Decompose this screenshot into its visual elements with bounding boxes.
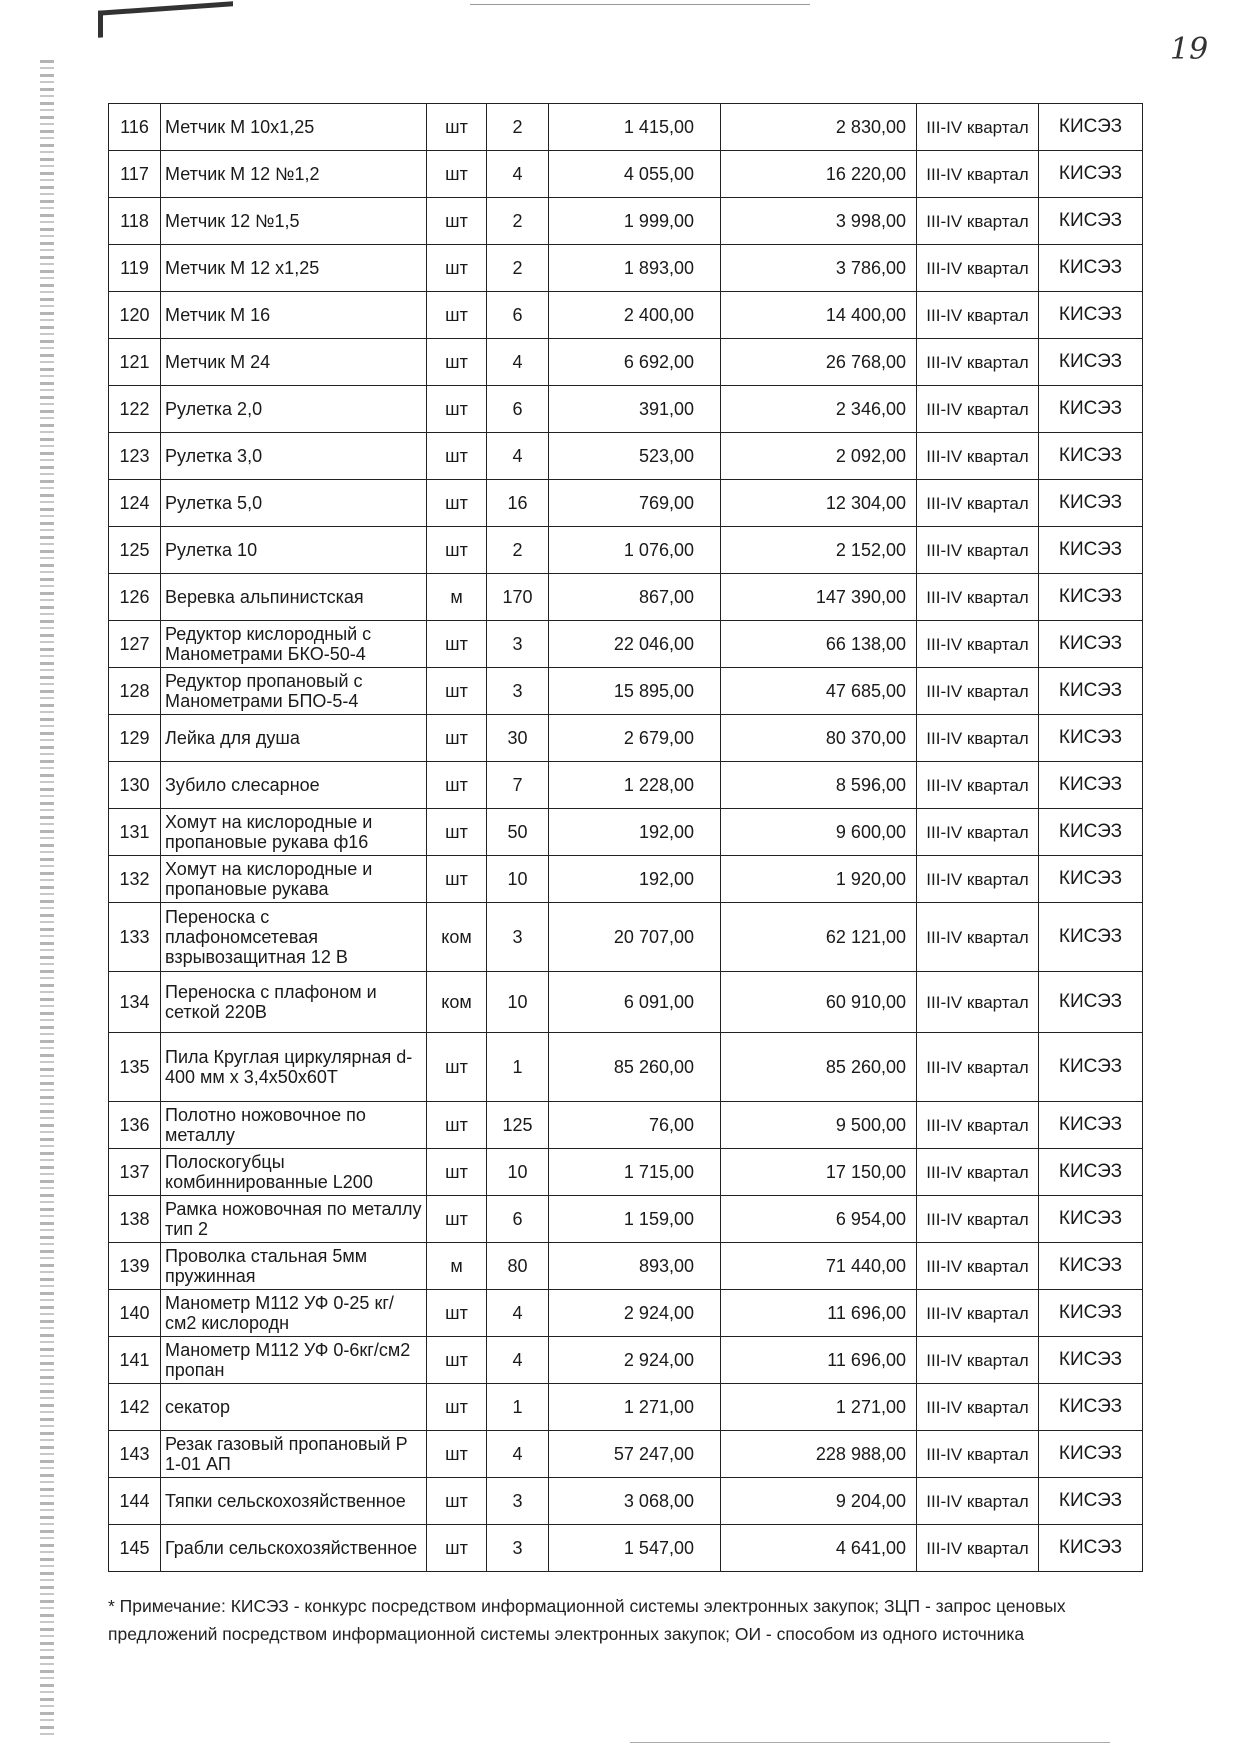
row-number-cell: 132 [109, 856, 161, 903]
table-row [109, 621, 1143, 668]
delivery-period-cell: III-IV квартал [917, 1337, 1039, 1384]
item-name-cell: Тяпки сельскохозяйственное [161, 1478, 427, 1525]
item-name-cell: Резак газовый пропановый Р 1-01 АП [161, 1431, 427, 1478]
unit-price-cell: 192,00 [549, 809, 721, 856]
quantity-cell: 80 [487, 1243, 549, 1290]
total-amount-cell: 80 370,00 [721, 715, 917, 762]
item-name-cell: Метчик М 12 №1,2 [161, 151, 427, 198]
row-number-cell: 140 [109, 1290, 161, 1337]
unit-price-cell: 1 715,00 [549, 1149, 721, 1196]
table-row [109, 1196, 1143, 1243]
item-name-cell: Переноска с плафономсетевая взрывозащитная 12 В [161, 903, 427, 972]
delivery-period-cell: III-IV квартал [917, 198, 1039, 245]
table-body [109, 104, 1143, 1572]
page-number: 19 [1170, 32, 1209, 67]
total-amount-cell: 47 685,00 [721, 668, 917, 715]
unit-cell: шт [427, 621, 487, 668]
table-row [109, 104, 1143, 151]
unit-cell: шт [427, 1290, 487, 1337]
table-row [109, 292, 1143, 339]
total-amount-cell: 6 954,00 [721, 1196, 917, 1243]
quantity-cell: 6 [487, 292, 549, 339]
total-amount-cell: 62 121,00 [721, 903, 917, 972]
quantity-cell: 2 [487, 198, 549, 245]
unit-price-cell: 1 893,00 [549, 245, 721, 292]
quantity-cell: 170 [487, 574, 549, 621]
quantity-cell: 50 [487, 809, 549, 856]
unit-price-cell: 1 228,00 [549, 762, 721, 809]
row-number-cell: 134 [109, 972, 161, 1033]
table-row [109, 903, 1143, 972]
unit-price-cell: 1 076,00 [549, 527, 721, 574]
procurement-method-cell: КИСЭЗ [1039, 386, 1143, 433]
delivery-period-cell: III-IV квартал [917, 1525, 1039, 1572]
unit-cell: шт [427, 292, 487, 339]
unit-price-cell: 1 547,00 [549, 1525, 721, 1572]
unit-cell: шт [427, 527, 487, 574]
item-name-cell: секатор [161, 1384, 427, 1431]
unit-cell: шт [427, 1102, 487, 1149]
unit-price-cell: 22 046,00 [549, 621, 721, 668]
unit-price-cell: 3 068,00 [549, 1478, 721, 1525]
row-number-cell: 143 [109, 1431, 161, 1478]
total-amount-cell: 1 920,00 [721, 856, 917, 903]
top-rule [470, 4, 810, 5]
item-name-cell: Рулетка 3,0 [161, 433, 427, 480]
procurement-method-cell: КИСЭЗ [1039, 1384, 1143, 1431]
table-row [109, 527, 1143, 574]
unit-cell: шт [427, 1478, 487, 1525]
unit-cell: шт [427, 762, 487, 809]
quantity-cell: 4 [487, 151, 549, 198]
delivery-period-cell: III-IV квартал [917, 1243, 1039, 1290]
procurement-method-cell: КИСЭЗ [1039, 1290, 1143, 1337]
delivery-period-cell: III-IV квартал [917, 856, 1039, 903]
unit-cell: шт [427, 856, 487, 903]
quantity-cell: 1 [487, 1384, 549, 1431]
item-name-cell: Полоскогубцы комбиннированные L200 [161, 1149, 427, 1196]
unit-cell: шт [427, 480, 487, 527]
item-name-cell: Пила Круглая циркулярная d-400 мм х 3,4х50х60Т [161, 1033, 427, 1102]
total-amount-cell: 4 641,00 [721, 1525, 917, 1572]
quantity-cell: 3 [487, 1525, 549, 1572]
item-name-cell: Хомут на кислородные и пропановые рукава ф16 [161, 809, 427, 856]
unit-cell: ком [427, 903, 487, 972]
row-number-cell: 118 [109, 198, 161, 245]
quantity-cell: 4 [487, 339, 549, 386]
unit-cell: шт [427, 1033, 487, 1102]
quantity-cell: 4 [487, 1431, 549, 1478]
item-name-cell: Рулетка 2,0 [161, 386, 427, 433]
procurement-method-cell: КИСЭЗ [1039, 151, 1143, 198]
item-name-cell: Лейка для душа [161, 715, 427, 762]
unit-cell: шт [427, 1149, 487, 1196]
total-amount-cell: 147 390,00 [721, 574, 917, 621]
table-row [109, 715, 1143, 762]
quantity-cell: 3 [487, 903, 549, 972]
item-name-cell: Проволка стальная 5мм пружинная [161, 1243, 427, 1290]
table-row [109, 1102, 1143, 1149]
delivery-period-cell: III-IV квартал [917, 972, 1039, 1033]
procurement-method-cell: КИСЭЗ [1039, 198, 1143, 245]
unit-price-cell: 76,00 [549, 1102, 721, 1149]
row-number-cell: 133 [109, 903, 161, 972]
row-number-cell: 124 [109, 480, 161, 527]
delivery-period-cell: III-IV квартал [917, 1478, 1039, 1525]
item-name-cell: Манометр М112 УФ 0-25 кг/см2 кислородн [161, 1290, 427, 1337]
item-name-cell: Хомут на кислородные и пропановые рукава [161, 856, 427, 903]
row-number-cell: 125 [109, 527, 161, 574]
unit-cell: шт [427, 198, 487, 245]
unit-price-cell: 20 707,00 [549, 903, 721, 972]
total-amount-cell: 26 768,00 [721, 339, 917, 386]
unit-price-cell: 2 679,00 [549, 715, 721, 762]
table-row [109, 198, 1143, 245]
row-number-cell: 122 [109, 386, 161, 433]
unit-price-cell: 769,00 [549, 480, 721, 527]
unit-cell: ком [427, 972, 487, 1033]
total-amount-cell: 14 400,00 [721, 292, 917, 339]
procurement-method-cell: КИСЭЗ [1039, 809, 1143, 856]
delivery-period-cell: III-IV квартал [917, 151, 1039, 198]
table-row [109, 668, 1143, 715]
unit-cell: шт [427, 245, 487, 292]
unit-price-cell: 85 260,00 [549, 1033, 721, 1102]
procurement-method-cell: КИСЭЗ [1039, 574, 1143, 621]
total-amount-cell: 2 346,00 [721, 386, 917, 433]
row-number-cell: 136 [109, 1102, 161, 1149]
unit-cell: шт [427, 1525, 487, 1572]
table-row [109, 856, 1143, 903]
table-row [109, 245, 1143, 292]
unit-price-cell: 2 924,00 [549, 1290, 721, 1337]
quantity-cell: 1 [487, 1033, 549, 1102]
unit-cell: шт [427, 386, 487, 433]
item-name-cell: Рулетка 10 [161, 527, 427, 574]
unit-cell: шт [427, 668, 487, 715]
row-number-cell: 139 [109, 1243, 161, 1290]
row-number-cell: 131 [109, 809, 161, 856]
table-row [109, 1243, 1143, 1290]
quantity-cell: 3 [487, 621, 549, 668]
procurement-method-cell: КИСЭЗ [1039, 104, 1143, 151]
quantity-cell: 16 [487, 480, 549, 527]
delivery-period-cell: III-IV квартал [917, 1033, 1039, 1102]
procurement-method-cell: КИСЭЗ [1039, 621, 1143, 668]
unit-cell: м [427, 1243, 487, 1290]
table-row [109, 1149, 1143, 1196]
procurement-method-cell: КИСЭЗ [1039, 903, 1143, 972]
total-amount-cell: 66 138,00 [721, 621, 917, 668]
row-number-cell: 126 [109, 574, 161, 621]
procurement-method-cell: КИСЭЗ [1039, 1337, 1143, 1384]
table-row [109, 339, 1143, 386]
unit-price-cell: 893,00 [549, 1243, 721, 1290]
total-amount-cell: 8 596,00 [721, 762, 917, 809]
item-name-cell: Веревка альпинистская [161, 574, 427, 621]
row-number-cell: 119 [109, 245, 161, 292]
delivery-period-cell: III-IV квартал [917, 1102, 1039, 1149]
total-amount-cell: 2 152,00 [721, 527, 917, 574]
unit-price-cell: 867,00 [549, 574, 721, 621]
table-row [109, 480, 1143, 527]
procurement-method-cell: КИСЭЗ [1039, 715, 1143, 762]
delivery-period-cell: III-IV квартал [917, 433, 1039, 480]
procurement-method-cell: КИСЭЗ [1039, 1525, 1143, 1572]
unit-cell: шт [427, 715, 487, 762]
delivery-period-cell: III-IV квартал [917, 1431, 1039, 1478]
item-name-cell: Рамка ножовочная по металлу тип 2 [161, 1196, 427, 1243]
quantity-cell: 10 [487, 856, 549, 903]
procurement-method-cell: КИСЭЗ [1039, 339, 1143, 386]
unit-price-cell: 2 400,00 [549, 292, 721, 339]
delivery-period-cell: III-IV квартал [917, 809, 1039, 856]
delivery-period-cell: III-IV квартал [917, 621, 1039, 668]
delivery-period-cell: III-IV квартал [917, 245, 1039, 292]
delivery-period-cell: III-IV квартал [917, 104, 1039, 151]
row-number-cell: 135 [109, 1033, 161, 1102]
procurement-method-cell: КИСЭЗ [1039, 480, 1143, 527]
total-amount-cell: 9 500,00 [721, 1102, 917, 1149]
quantity-cell: 2 [487, 245, 549, 292]
quantity-cell: 3 [487, 668, 549, 715]
procurement-method-cell: КИСЭЗ [1039, 1149, 1143, 1196]
quantity-cell: 10 [487, 1149, 549, 1196]
unit-price-cell: 4 055,00 [549, 151, 721, 198]
item-name-cell: Метчик М 16 [161, 292, 427, 339]
unit-price-cell: 15 895,00 [549, 668, 721, 715]
row-number-cell: 141 [109, 1337, 161, 1384]
procurement-method-cell: КИСЭЗ [1039, 1033, 1143, 1102]
total-amount-cell: 2 830,00 [721, 104, 917, 151]
unit-price-cell: 1 271,00 [549, 1384, 721, 1431]
unit-price-cell: 523,00 [549, 433, 721, 480]
procurement-method-cell: КИСЭЗ [1039, 1196, 1143, 1243]
total-amount-cell: 71 440,00 [721, 1243, 917, 1290]
quantity-cell: 2 [487, 104, 549, 151]
table-row [109, 386, 1143, 433]
quantity-cell: 3 [487, 1478, 549, 1525]
row-number-cell: 128 [109, 668, 161, 715]
total-amount-cell: 85 260,00 [721, 1033, 917, 1102]
row-number-cell: 117 [109, 151, 161, 198]
quantity-cell: 7 [487, 762, 549, 809]
delivery-period-cell: III-IV квартал [917, 339, 1039, 386]
quantity-cell: 6 [487, 1196, 549, 1243]
table-row [109, 1290, 1143, 1337]
row-number-cell: 127 [109, 621, 161, 668]
unit-cell: шт [427, 104, 487, 151]
corner-staple-mark [98, 1, 233, 37]
item-name-cell: Грабли сельскохозяйственное [161, 1525, 427, 1572]
procurement-method-cell: КИСЭЗ [1039, 1243, 1143, 1290]
item-name-cell: Полотно ножовочное по металлу [161, 1102, 427, 1149]
total-amount-cell: 3 786,00 [721, 245, 917, 292]
total-amount-cell: 2 092,00 [721, 433, 917, 480]
total-amount-cell: 3 998,00 [721, 198, 917, 245]
total-amount-cell: 12 304,00 [721, 480, 917, 527]
quantity-cell: 30 [487, 715, 549, 762]
total-amount-cell: 228 988,00 [721, 1431, 917, 1478]
procurement-method-cell: КИСЭЗ [1039, 668, 1143, 715]
table-row [109, 574, 1143, 621]
delivery-period-cell: III-IV квартал [917, 762, 1039, 809]
unit-price-cell: 1 159,00 [549, 1196, 721, 1243]
unit-cell: шт [427, 339, 487, 386]
unit-cell: шт [427, 1196, 487, 1243]
procurement-method-cell: КИСЭЗ [1039, 433, 1143, 480]
unit-price-cell: 1 999,00 [549, 198, 721, 245]
table-row [109, 1478, 1143, 1525]
unit-cell: шт [427, 809, 487, 856]
quantity-cell: 10 [487, 972, 549, 1033]
item-name-cell: Метчик М 10х1,25 [161, 104, 427, 151]
total-amount-cell: 9 600,00 [721, 809, 917, 856]
unit-price-cell: 192,00 [549, 856, 721, 903]
row-number-cell: 142 [109, 1384, 161, 1431]
unit-price-cell: 1 415,00 [549, 104, 721, 151]
procurement-method-cell: КИСЭЗ [1039, 762, 1143, 809]
unit-price-cell: 6 091,00 [549, 972, 721, 1033]
total-amount-cell: 11 696,00 [721, 1337, 917, 1384]
procurement-method-cell: КИСЭЗ [1039, 1102, 1143, 1149]
scan-edge-artifact [40, 60, 54, 1740]
total-amount-cell: 11 696,00 [721, 1290, 917, 1337]
item-name-cell: Редуктор пропановый с Манометрами БПО-5-4 [161, 668, 427, 715]
row-number-cell: 120 [109, 292, 161, 339]
total-amount-cell: 9 204,00 [721, 1478, 917, 1525]
quantity-cell: 4 [487, 433, 549, 480]
table-row [109, 1337, 1143, 1384]
unit-cell: шт [427, 1384, 487, 1431]
row-number-cell: 129 [109, 715, 161, 762]
unit-cell: шт [427, 1337, 487, 1384]
item-name-cell: Метчик М 24 [161, 339, 427, 386]
row-number-cell: 138 [109, 1196, 161, 1243]
item-name-cell: Рулетка 5,0 [161, 480, 427, 527]
table-row [109, 972, 1143, 1033]
item-name-cell: Метчик М 12 х1,25 [161, 245, 427, 292]
table-row [109, 433, 1143, 480]
delivery-period-cell: III-IV квартал [917, 903, 1039, 972]
delivery-period-cell: III-IV квартал [917, 1149, 1039, 1196]
delivery-period-cell: III-IV квартал [917, 1196, 1039, 1243]
delivery-period-cell: III-IV квартал [917, 292, 1039, 339]
delivery-period-cell: III-IV квартал [917, 1384, 1039, 1431]
unit-price-cell: 57 247,00 [549, 1431, 721, 1478]
procurement-method-cell: КИСЭЗ [1039, 972, 1143, 1033]
table-row [109, 1384, 1143, 1431]
procurement-method-cell: КИСЭЗ [1039, 1478, 1143, 1525]
quantity-cell: 4 [487, 1290, 549, 1337]
item-name-cell: Манометр М112 УФ 0-6кг/см2 пропан [161, 1337, 427, 1384]
item-name-cell: Переноска с плафоном и сеткой 220В [161, 972, 427, 1033]
total-amount-cell: 60 910,00 [721, 972, 917, 1033]
procurement-method-cell: КИСЭЗ [1039, 245, 1143, 292]
table-row [109, 1033, 1143, 1102]
table-row [109, 1431, 1143, 1478]
row-number-cell: 121 [109, 339, 161, 386]
row-number-cell: 116 [109, 104, 161, 151]
delivery-period-cell: III-IV квартал [917, 527, 1039, 574]
unit-cell: шт [427, 433, 487, 480]
quantity-cell: 4 [487, 1337, 549, 1384]
item-name-cell: Зубило слесарное [161, 762, 427, 809]
unit-price-cell: 391,00 [549, 386, 721, 433]
unit-cell: шт [427, 151, 487, 198]
item-name-cell: Редуктор кислородный с Манометрами БКО-50-4 [161, 621, 427, 668]
delivery-period-cell: III-IV квартал [917, 668, 1039, 715]
row-number-cell: 123 [109, 433, 161, 480]
unit-price-cell: 6 692,00 [549, 339, 721, 386]
quantity-cell: 125 [487, 1102, 549, 1149]
procurement-method-cell: КИСЭЗ [1039, 292, 1143, 339]
bottom-rule [630, 1742, 1110, 1743]
item-name-cell: Метчик 12 №1,5 [161, 198, 427, 245]
table-row [109, 1525, 1143, 1572]
delivery-period-cell: III-IV квартал [917, 715, 1039, 762]
footnote: * Примечание: КИСЭЗ - конкурс посредством информационной системы электронных закупок; ЗЦП - запрос ценовых предложений посредством информационной системы электронных закупок; ОИ - способом из одного источника [108, 1596, 1066, 1644]
procurement-method-cell: КИСЭЗ [1039, 527, 1143, 574]
unit-cell: шт [427, 1431, 487, 1478]
procurement-method-cell: КИСЭЗ [1039, 856, 1143, 903]
unit-price-cell: 2 924,00 [549, 1337, 721, 1384]
procurement-method-cell: КИСЭЗ [1039, 1431, 1143, 1478]
row-number-cell: 130 [109, 762, 161, 809]
total-amount-cell: 1 271,00 [721, 1384, 917, 1431]
total-amount-cell: 17 150,00 [721, 1149, 917, 1196]
quantity-cell: 2 [487, 527, 549, 574]
row-number-cell: 145 [109, 1525, 161, 1572]
procurement-table [108, 103, 1143, 1572]
row-number-cell: 144 [109, 1478, 161, 1525]
total-amount-cell: 16 220,00 [721, 151, 917, 198]
delivery-period-cell: III-IV квартал [917, 574, 1039, 621]
quantity-cell: 6 [487, 386, 549, 433]
table-row [109, 809, 1143, 856]
unit-cell: м [427, 574, 487, 621]
delivery-period-cell: III-IV квартал [917, 480, 1039, 527]
delivery-period-cell: III-IV квартал [917, 1290, 1039, 1337]
table-row [109, 762, 1143, 809]
delivery-period-cell: III-IV квартал [917, 386, 1039, 433]
row-number-cell: 137 [109, 1149, 161, 1196]
table-row [109, 151, 1143, 198]
